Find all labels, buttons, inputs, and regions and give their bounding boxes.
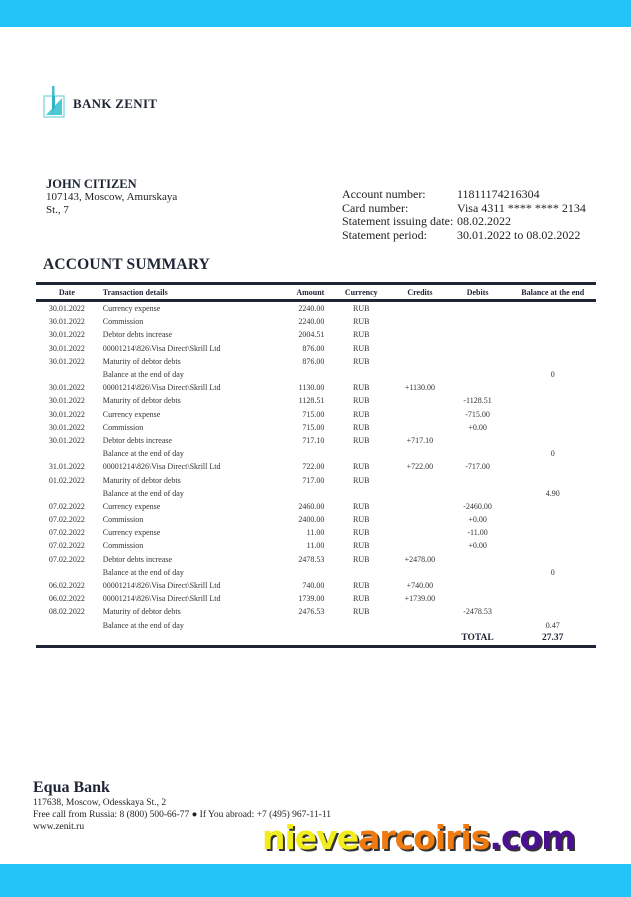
header-amount: Amount [296, 287, 325, 297]
cell-debit [446, 553, 510, 566]
cell-date: 30.01.2022 [48, 343, 85, 353]
cell-details: Balance at the end of day [102, 449, 184, 459]
cell-balance [509, 460, 596, 473]
table-body [36, 302, 596, 632]
cell-debit [446, 368, 510, 381]
header-debits: Debits [466, 287, 489, 297]
header-date: Date [58, 287, 75, 297]
cell-date [36, 447, 98, 460]
cell-details: Maturity of debtor debts [102, 607, 181, 617]
cell-credit: +2478.00 [404, 554, 436, 564]
cell-currency: RUB [353, 607, 370, 617]
cell-balance: 0 [550, 449, 555, 459]
cell-date: 30.01.2022 [48, 435, 85, 445]
cell-amount [273, 566, 329, 579]
cell-debit [446, 487, 510, 500]
cell-currency: RUB [353, 343, 370, 353]
cell-date: 30.01.2022 [48, 396, 85, 406]
cell-debit [446, 473, 510, 486]
total-value: 27.37 [542, 633, 564, 644]
cell-date: 06.02.2022 [48, 581, 85, 591]
cell-credit: +1739.00 [404, 594, 436, 604]
cell-currency: RUB [353, 501, 370, 511]
cell-currency: RUB [353, 515, 370, 525]
cell-credit [394, 342, 445, 355]
cell-details: 00001214\826\Visa Direct\Skrill Ltd [102, 383, 221, 393]
header-balance: Balance at the end [521, 287, 585, 297]
cell-balance [509, 592, 596, 605]
cell-balance: 0.47 [545, 620, 560, 630]
cell-currency: RUB [353, 528, 370, 538]
cell-currency: RUB [353, 409, 370, 419]
cell-balance [509, 408, 596, 421]
cell-amount: 717.10 [302, 435, 325, 445]
table-row [36, 368, 596, 381]
cell-credit [394, 302, 445, 315]
cell-balance [509, 342, 596, 355]
cell-balance [509, 513, 596, 526]
cell-debit [446, 315, 510, 328]
cell-balance [509, 539, 596, 552]
issuing-date-label: Statement issuing date: [342, 214, 454, 228]
cell-balance [509, 473, 596, 486]
client-address-line1: 107143, Moscow, Amurskaya [46, 191, 178, 203]
issuing-date-row [342, 215, 586, 229]
cell-details: Balance at the end of day [102, 488, 184, 498]
cell-date [36, 619, 98, 632]
cell-amount: 717.00 [302, 475, 325, 485]
cell-details: Currency expense [102, 501, 161, 511]
cell-date: 30.01.2022 [48, 383, 85, 393]
total-row [36, 632, 596, 645]
cell-balance [509, 421, 596, 434]
cell-balance [509, 434, 596, 447]
bottom-color-band [0, 864, 631, 897]
watermark-part2: arcoiris [358, 818, 490, 857]
footer-phones: Free call from Russia: 8 (800) 500-66-77 ● If You abroad: +7 (495) 967-11-11 [33, 810, 331, 820]
cell-currency: RUB [353, 383, 370, 393]
cell-date: 30.01.2022 [48, 330, 85, 340]
cell-currency: RUB [353, 396, 370, 406]
cell-debit [446, 447, 510, 460]
cell-details: Maturity of debtor debts [102, 396, 181, 406]
cell-balance [509, 394, 596, 407]
cell-debit [446, 619, 510, 632]
card-number-value: Visa 4311 **** **** 2134 [457, 200, 586, 215]
cell-debit [446, 342, 510, 355]
table-bottom-rule [36, 645, 596, 648]
cell-debit [446, 566, 510, 579]
cell-balance: 0 [550, 567, 555, 577]
statement-period-value: 30.01.2022 to 08.02.2022 [457, 227, 581, 242]
cell-amount: 2460.00 [298, 501, 325, 511]
table-row [36, 447, 596, 460]
cell-details: Maturity of debtor debts [102, 475, 181, 485]
cell-currency: RUB [353, 594, 370, 604]
cell-debit: +0.00 [468, 515, 487, 525]
issuing-date-value: 08.02.2022 [457, 214, 511, 228]
cell-credit [394, 605, 445, 618]
cell-date [36, 487, 98, 500]
cell-amount: 2240.00 [298, 317, 325, 327]
cell-date: 07.02.2022 [48, 554, 85, 564]
header-credits: Credits [407, 287, 433, 297]
cell-details: Balance at the end of day [102, 370, 184, 380]
cell-credit [394, 513, 445, 526]
table-row [36, 408, 596, 421]
cell-details: Currency expense [102, 409, 161, 419]
cell-details: Commission [102, 317, 144, 327]
account-number-label: Account number: [342, 187, 426, 201]
table-row [36, 315, 596, 328]
cell-amount: 11.00 [306, 541, 325, 551]
cell-credit: +1130.00 [404, 383, 436, 393]
cell-credit: +722.00 [406, 462, 434, 472]
total-label: TOTAL [461, 633, 494, 644]
cell-debit: -717.00 [465, 462, 490, 472]
cell-amount: 2240.00 [298, 304, 325, 314]
table-row [36, 592, 596, 605]
cell-details: Debtor debts increase [102, 330, 173, 340]
cell-date: 06.02.2022 [48, 594, 85, 604]
cell-date: 07.02.2022 [48, 528, 85, 538]
bank-name: BANK ZENIT [73, 96, 158, 111]
table-row [36, 579, 596, 592]
table-row [36, 619, 596, 632]
cell-currency: RUB [353, 435, 370, 445]
cell-date: 30.01.2022 [48, 317, 85, 327]
cell-debit: -11.00 [467, 528, 488, 538]
cell-currency: RUB [353, 541, 370, 551]
footer-website[interactable]: www.zenit.ru [33, 822, 85, 832]
cell-details: Balance at the end of day [102, 620, 184, 630]
cell-debit [446, 434, 510, 447]
cell-details: 00001214\826\Visa Direct\Skrill Ltd [102, 594, 221, 604]
cell-details: 00001214\826\Visa Direct\Skrill Ltd [102, 343, 221, 353]
cell-debit [446, 328, 510, 341]
table-row [36, 605, 596, 618]
cell-balance [509, 302, 596, 315]
cell-balance [509, 355, 596, 368]
cell-details: Maturity of debtor debts [102, 356, 181, 366]
cell-credit [394, 619, 445, 632]
table-row [36, 394, 596, 407]
cell-debit: -2478.53 [463, 607, 492, 617]
cell-debit: -1128.51 [463, 396, 492, 406]
client-info [46, 178, 177, 217]
table-row [36, 342, 596, 355]
cell-currency: RUB [353, 422, 370, 432]
footer-address: 117638, Moscow, Odesskaya St., 2 [33, 798, 167, 808]
cell-debit [446, 381, 510, 394]
cell-credit [394, 566, 445, 579]
statement-period-row [342, 229, 586, 243]
card-number-row [342, 202, 586, 216]
cell-credit [394, 487, 445, 500]
cell-currency [328, 566, 394, 579]
cell-amount [273, 447, 329, 460]
cell-details: Debtor debts increase [102, 435, 173, 445]
cell-credit [394, 315, 445, 328]
cell-debit [446, 302, 510, 315]
cell-debit [446, 592, 510, 605]
table-row [36, 460, 596, 473]
cell-balance [509, 526, 596, 539]
cell-credit [394, 328, 445, 341]
cell-debit: +0.00 [468, 541, 487, 551]
cell-details: Commission [102, 541, 144, 551]
cell-balance: 4.90 [545, 488, 560, 498]
zenit-logo-icon [43, 84, 65, 118]
header-currency: Currency [344, 287, 378, 297]
cell-currency: RUB [353, 554, 370, 564]
cell-details: 00001214\826\Visa Direct\Skrill Ltd [102, 581, 221, 591]
cell-credit [394, 539, 445, 552]
cell-currency: RUB [353, 330, 370, 340]
cell-details: Currency expense [102, 528, 161, 538]
account-details [342, 188, 586, 242]
table-row [36, 526, 596, 539]
cell-credit [394, 421, 445, 434]
cell-credit [394, 500, 445, 513]
cell-debit: +0.00 [468, 422, 487, 432]
cell-date: 07.02.2022 [48, 515, 85, 525]
cell-amount [273, 368, 329, 381]
cell-debit: -2460.00 [463, 501, 492, 511]
account-number-row [342, 188, 586, 202]
table-row [36, 434, 596, 447]
cell-date: 01.02.2022 [48, 475, 85, 485]
account-number-value: 11811174216304 [457, 187, 540, 201]
statement-period-label: Statement period: [342, 227, 427, 242]
cell-date: 07.02.2022 [48, 501, 85, 511]
cell-details: Balance at the end of day [102, 567, 184, 577]
table-header-row [36, 285, 596, 299]
cell-details: 00001214\826\Visa Direct\Skrill Ltd [102, 462, 221, 472]
cell-currency: RUB [353, 317, 370, 327]
transactions-table [36, 282, 596, 648]
cell-balance: 0 [550, 370, 555, 380]
cell-amount: 2476.53 [298, 607, 325, 617]
client-name: JOHN CITIZEN [46, 177, 137, 191]
cell-details: Commission [102, 515, 144, 525]
cell-amount [273, 487, 329, 500]
cell-amount: 2004.51 [298, 330, 325, 340]
bank-logo [43, 84, 157, 118]
cell-debit [446, 579, 510, 592]
cell-amount: 1130.00 [298, 383, 325, 393]
cell-balance [509, 605, 596, 618]
card-number-label: Card number: [342, 200, 409, 215]
cell-debit [446, 355, 510, 368]
cell-credit [394, 447, 445, 460]
cell-date: 30.01.2022 [48, 356, 85, 366]
cell-amount: 722.00 [302, 462, 325, 472]
table-row [36, 539, 596, 552]
cell-currency: RUB [353, 581, 370, 591]
cell-date: 30.01.2022 [48, 409, 85, 419]
cell-amount: 2478.53 [298, 554, 325, 564]
cell-balance [509, 381, 596, 394]
cell-currency [328, 368, 394, 381]
cell-currency: RUB [353, 356, 370, 366]
table-row [36, 355, 596, 368]
cell-balance [509, 553, 596, 566]
cell-debit: -715.00 [465, 409, 490, 419]
cell-currency [328, 619, 394, 632]
account-summary-title: ACCOUNT SUMMARY [43, 256, 211, 273]
cell-date: 07.02.2022 [48, 541, 85, 551]
cell-date: 30.01.2022 [48, 422, 85, 432]
cell-credit: +717.10 [406, 435, 434, 445]
cell-date [36, 566, 98, 579]
cell-amount: 715.00 [302, 422, 325, 432]
cell-credit [394, 355, 445, 368]
cell-balance [509, 315, 596, 328]
cell-currency: RUB [353, 462, 370, 472]
watermark-part1: nieve [262, 818, 359, 857]
cell-balance [509, 328, 596, 341]
cell-date: 31.01.2022 [48, 462, 85, 472]
table-row [36, 566, 596, 579]
cell-amount: 1739.00 [298, 594, 325, 604]
header-details: Transaction details [102, 287, 168, 297]
cell-currency: RUB [353, 304, 370, 314]
table-row [36, 421, 596, 434]
cell-currency [328, 447, 394, 460]
watermark-part3: .com [489, 818, 575, 857]
cell-currency [328, 487, 394, 500]
cell-currency: RUB [353, 475, 370, 485]
cell-amount: 876.00 [302, 343, 325, 353]
table-row [36, 473, 596, 486]
cell-amount: 740.00 [302, 581, 325, 591]
table-row [36, 381, 596, 394]
watermark [262, 818, 575, 858]
cell-amount: 876.00 [302, 356, 325, 366]
top-color-band [0, 0, 631, 27]
footer-bank-name: Equa Bank [33, 779, 110, 796]
cell-date: 08.02.2022 [48, 607, 85, 617]
cell-credit [394, 408, 445, 421]
client-address-line2: St., 7 [46, 204, 69, 216]
table-row [36, 328, 596, 341]
table-row [36, 487, 596, 500]
table-row [36, 553, 596, 566]
cell-credit [394, 526, 445, 539]
cell-credit [394, 473, 445, 486]
cell-date [36, 368, 98, 381]
cell-amount: 1128.51 [298, 396, 325, 406]
cell-details: Debtor debts increase [102, 554, 173, 564]
cell-credit [394, 394, 445, 407]
cell-amount: 11.00 [306, 528, 325, 538]
cell-credit: +740.00 [406, 581, 434, 591]
cell-date: 30.01.2022 [48, 304, 85, 314]
cell-credit [394, 368, 445, 381]
cell-balance [509, 500, 596, 513]
cell-amount [273, 619, 329, 632]
cell-details: Commission [102, 422, 144, 432]
table-row [36, 500, 596, 513]
cell-amount: 2400.00 [298, 515, 325, 525]
table-row [36, 302, 596, 315]
table-row [36, 513, 596, 526]
cell-amount: 715.00 [302, 409, 325, 419]
cell-balance [509, 579, 596, 592]
cell-details: Currency expense [102, 304, 161, 314]
